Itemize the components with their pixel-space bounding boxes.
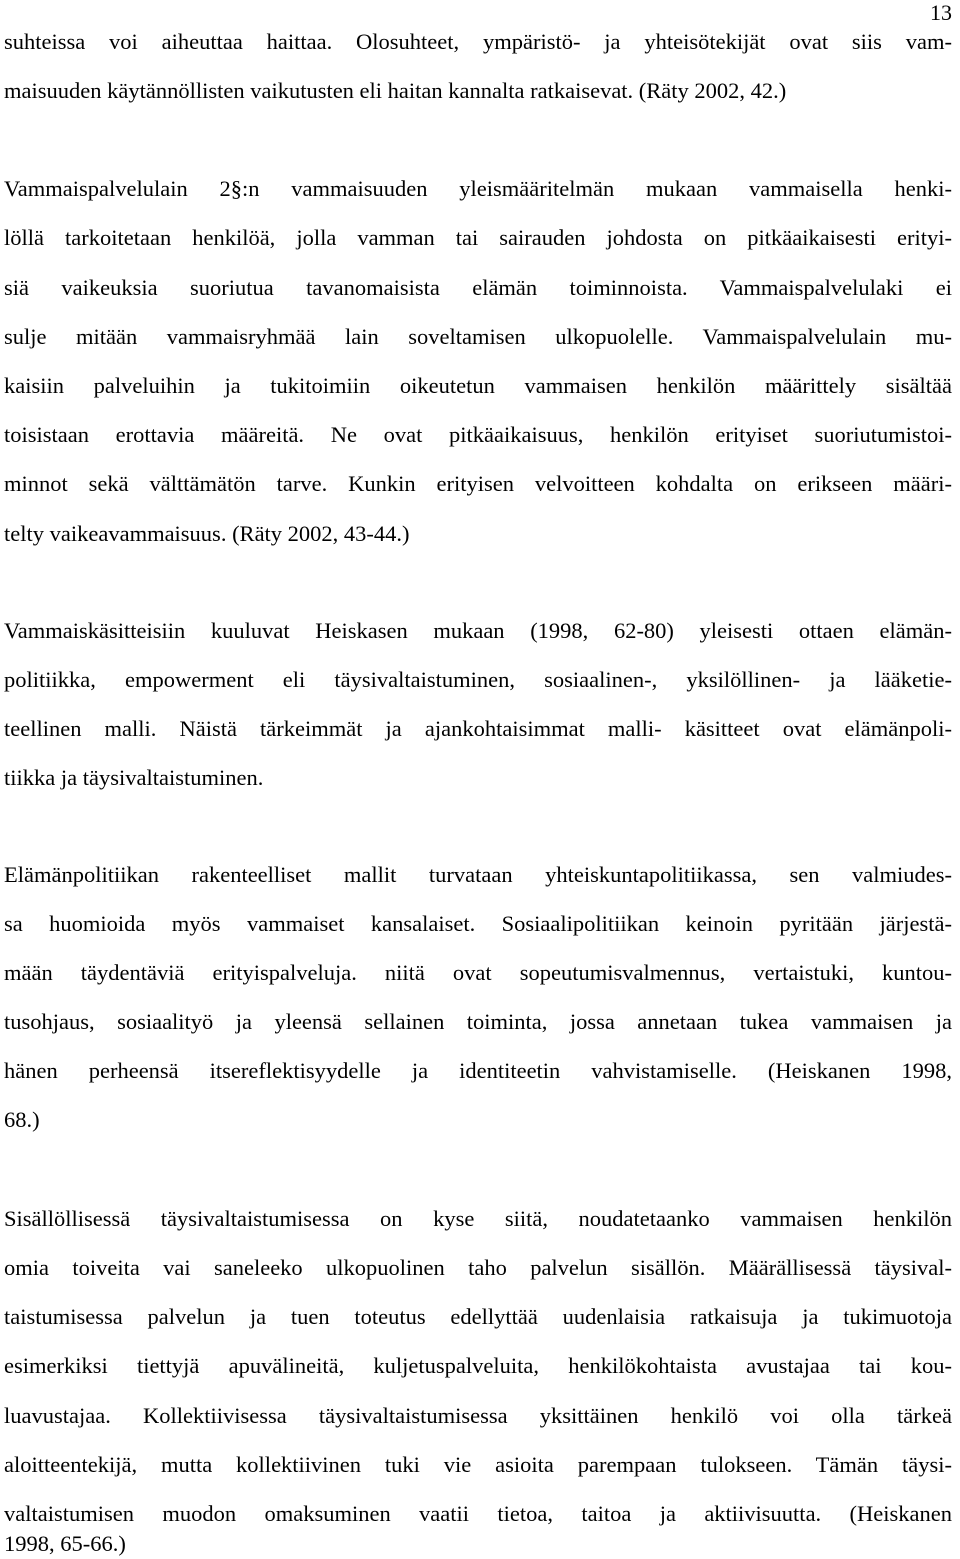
text-line: löllä tarkoitetaan henkilöä, jolla vamman tai sairauden johdosta on pitkäaikaisesti erityi- [4,225,952,250]
text-line: sulje mitään vammaisryhmää lain soveltamisen ulkopuolelle. Vammaispalvelulain mu- [4,324,952,349]
text-line: omia toiveita vai saneleeko ulkopuolinen taho palvelun sisällön. Määrällisessä täysival- [4,1255,952,1280]
text-line: mään täydentäviä erityispalveluja. niitä ovat sopeutumisvalmennus, vertaistuki, kuntou- [4,960,952,985]
text-line: politiikka, empowerment eli täysivaltaistuminen, sosiaalinen-, yksilöllinen- ja lääketie- [4,667,952,692]
text-line: luavustajaa. Kollektiivisessa täysivaltaistumisessa yksittäinen henkilö voi olla tärkeä [4,1403,952,1428]
text-line: tusohjaus, sosiaalityö ja yleensä sellainen toiminta, jossa annetaan tukea vammaisen ja [4,1009,952,1034]
text-line: valtaistumisen muodon omaksuminen vaatii tietoa, taitoa ja aktiivisuutta. (Heiskanen [4,1501,952,1526]
text-line: tiikka ja täysivaltaistuminen. [4,765,264,790]
text-line: sa huomioida myös vammaiset kansalaiset. Sosiaalipolitiikan keinoin pyritään järjestä- [4,911,952,936]
text-line: 1998, 65-66.) [4,1531,126,1556]
text-line: teellinen malli. Näistä tärkeimmät ja ajankohtaisimmat malli- käsitteet ovat elämänpoli- [4,716,952,741]
text-line: Elämänpolitiikan rakenteelliset mallit turvataan yhteiskuntapolitiikassa, sen valmiudes- [4,862,952,887]
text-line: Sisällöllisessä täysivaltaistumisessa on kyse siitä, noudatetaanko vammaisen henkilön [4,1206,952,1231]
text-line: aloitteentekijä, mutta kollektiivinen tuki vie asioita parempaan tulokseen. Tämän täysi- [4,1452,952,1477]
text-line: siä vaikeuksia suoriutua tavanomaisista elämän toiminnoista. Vammaispalvelulaki ei [4,275,952,300]
text-line: toisistaan erottavia määreitä. Ne ovat pitkäaikaisuus, henkilön erityiset suoriutumistoi- [4,422,952,447]
text-line: kaisiin palveluihin ja tukitoimiin oikeutetun vammaisen henkilön määrittely sisältää [4,373,952,398]
text-line: 68.) [4,1107,40,1132]
text-line: suhteissa voi aiheuttaa haittaa. Olosuhteet, ympäristö- ja yhteisötekijät ovat siis vam- [4,29,952,54]
text-line: telty vaikeavammaisuus. (Räty 2002, 43-44.) [4,521,410,546]
text-line: Vammaispalvelulain 2§:n vammaisuuden yleismääritelmän mukaan vammaisella henki- [4,176,952,201]
page-number: 13 [930,0,952,25]
text-line: taistumisessa palvelun ja tuen toteutus edellyttää uudenlaisia ratkaisuja ja tukimuotoja [4,1304,952,1329]
text-line: hänen perheensä itsereflektisyydelle ja identiteetin vahvistamiselle. (Heiskanen 1998, [4,1058,952,1083]
text-line: Vammaiskäsitteisiin kuuluvat Heiskasen mukaan (1998, 62-80) yleisesti ottaen elämän- [4,618,952,643]
text-line: minnot sekä välttämätön tarve. Kunkin erityisen velvoitteen kohdalta on erikseen määri- [4,471,952,496]
text-line: esimerkiksi tiettyjä apuvälineitä, kuljetuspalveluita, henkilökohtaista avustajaa tai kou- [4,1353,952,1378]
text-line: maisuuden käytännöllisten vaikutusten eli haitan kannalta ratkaisevat. (Räty 2002, 42.) [4,78,787,103]
